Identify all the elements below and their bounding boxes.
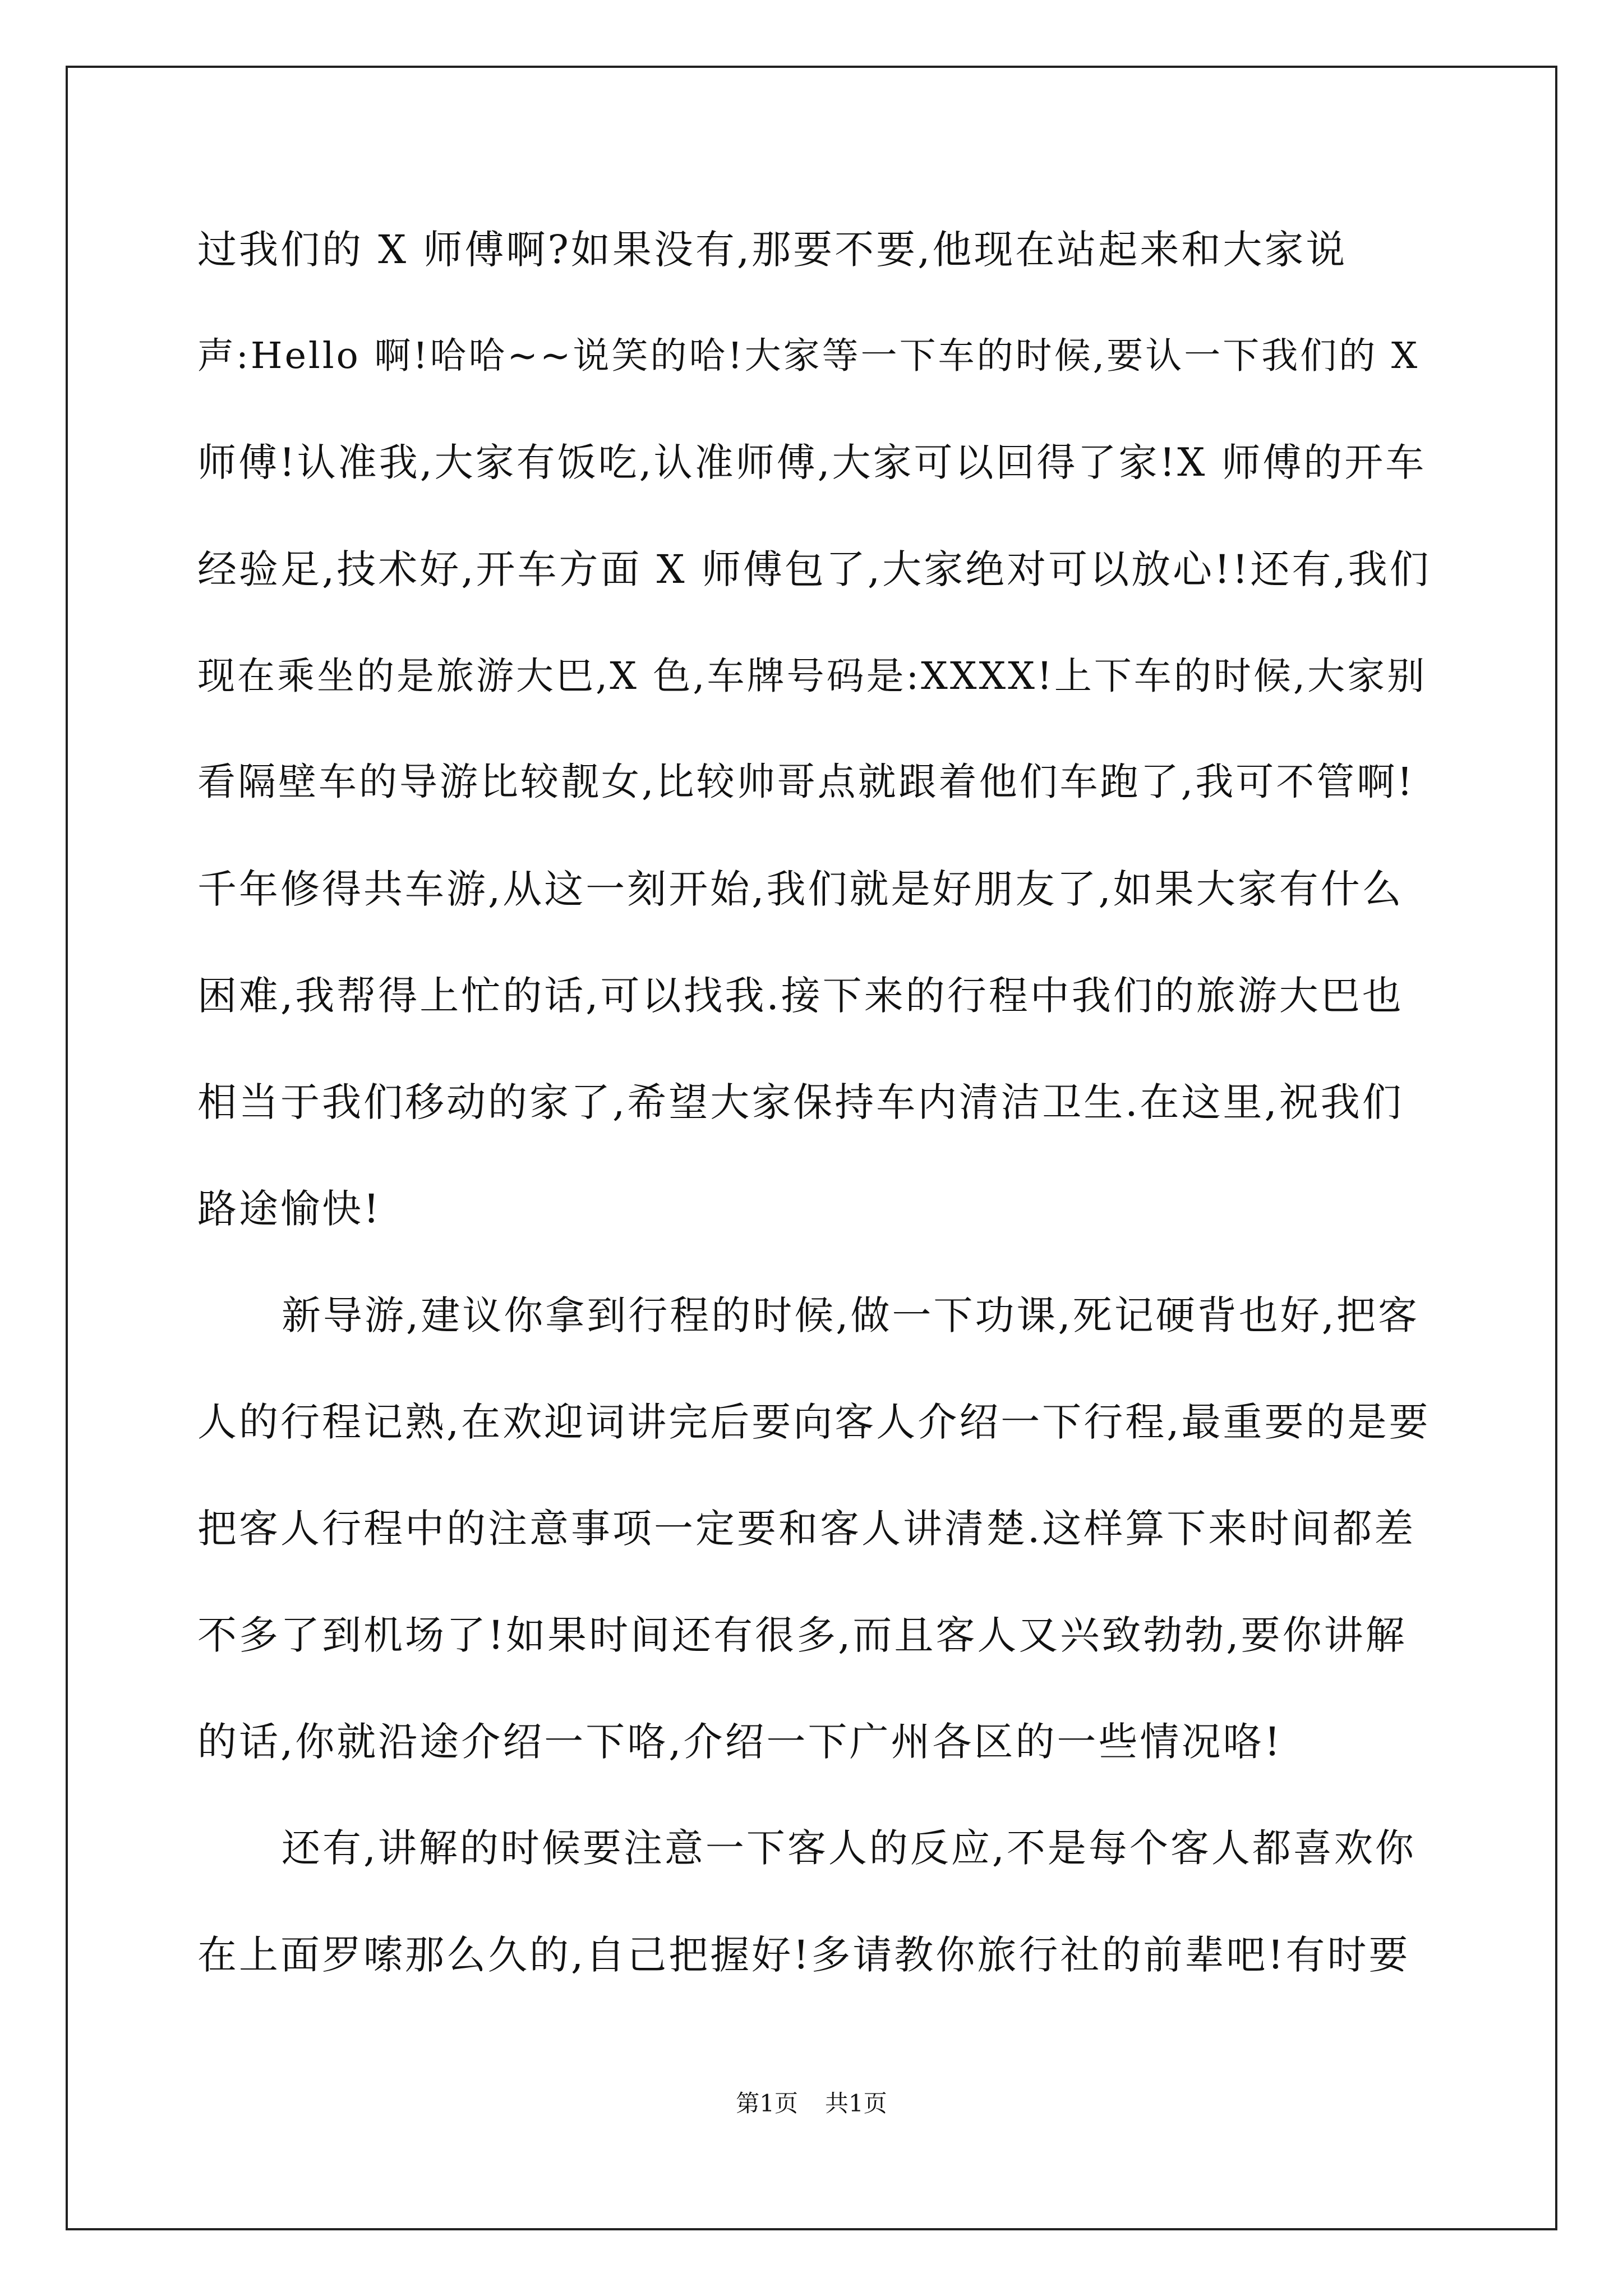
text-line: 的话,你就沿途介绍一下咯,介绍一下广州各区的一些情况咯! — [197, 1719, 1283, 1765]
page-number-total: 共1页 — [825, 2090, 887, 2117]
text-line: 在上面罗嗦那么久的,自己把握好!多请教你旅行社的前辈吧!有时要 — [197, 1932, 1410, 1978]
document-body — [197, 208, 1431, 2019]
text-line: 看隔壁车的导游比较靓女,比较帅哥点就跟着他们车跑了,我可不管啊! — [197, 760, 1415, 804]
text-line: 新导游,建议你拿到行程的时候,做一下功课,死记硬背也好,把客 — [282, 1292, 1420, 1338]
text-line: 师傅!认准我,大家有饭吃,认准师傅,大家可以回得了家!X 师傅的开车 — [197, 440, 1427, 485]
text-line: 经验足,技术好,开车方面 X 师傅包了,大家绝对可以放心!!还有,我们 — [197, 546, 1431, 592]
text-line: 声:Hello 啊!哈哈~~说笑的哈!大家等一下车的时候,要认一下我们的 X — [197, 335, 1420, 377]
text-line: 相当于我们移动的家了,希望大家保持车内清洁卫生.在这里,祝我们 — [197, 1079, 1404, 1125]
text-line: 现在乘坐的是旅游大巴,X 色,车牌号码是:XXXX!上下车的时候,大家别 — [197, 654, 1427, 698]
text-line: 路途愉快! — [197, 1186, 382, 1232]
page-number-current: 第1页 — [736, 2090, 798, 2117]
text-line: 过我们的 X 师傅啊?如果没有,那要不要,他现在站起来和大家说 — [197, 227, 1348, 273]
text-line: 还有,讲解的时候要注意一下客人的反应,不是每个客人都喜欢你 — [282, 1826, 1416, 1871]
text-line: 困难,我帮得上忙的话,可以找我.接下来的行程中我们的旅游大巴也 — [197, 973, 1404, 1019]
text-line: 人的行程记熟,在欢迎词讲完后要向客人介绍一下行程,最重要的是要 — [197, 1399, 1431, 1445]
text-line: 不多了到机场了!如果时间还有很多,而且客人又兴致勃勃,要你讲解 — [197, 1612, 1407, 1658]
text-line: 把客人行程中的注意事项一定要和客人讲清楚.这样算下来时间都差 — [197, 1506, 1416, 1552]
page-footer — [0, 2087, 1623, 2120]
text-line: 千年修得共车游,从这一刻开始,我们就是好朋友了,如果大家有什么 — [197, 866, 1404, 912]
